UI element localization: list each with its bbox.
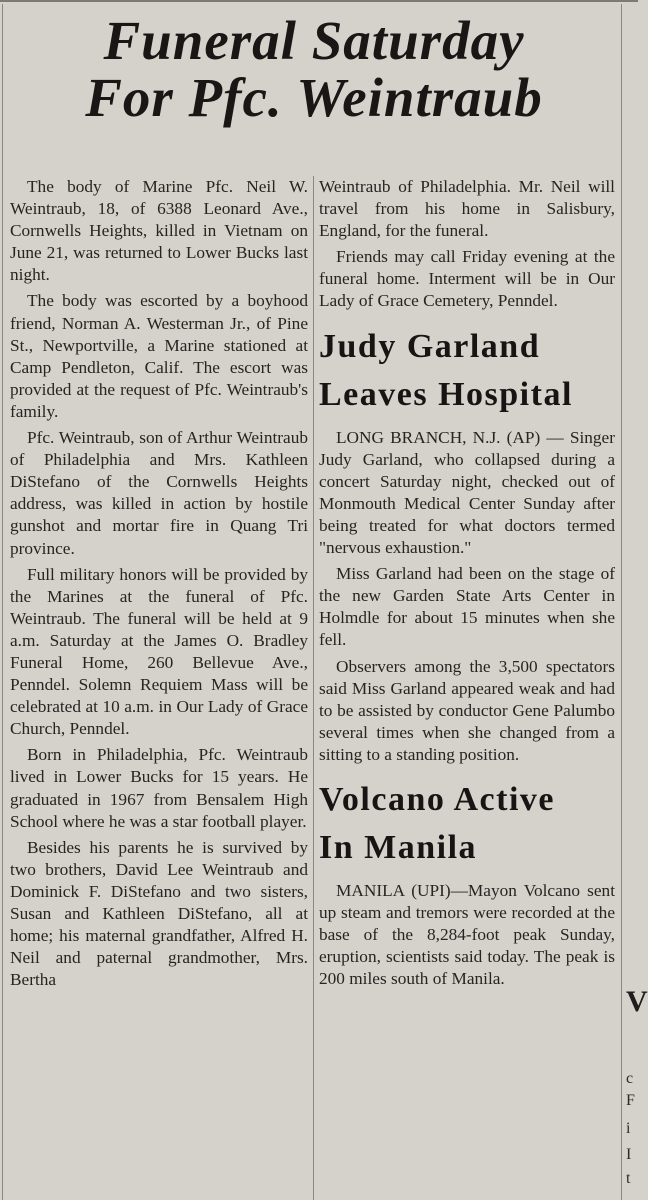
story-paragraph: Besides his parents he is survived by two brothers, David Lee Weintraub and Dominick F. DiStefano and two sisters, Susan and Kathleen DiStefano, all at home; his maternal grandfather, Alfred H. Neil and paternal grandmother, Mrs. Bertha: [10, 837, 308, 990]
story-paragraph: Pfc. Weintraub, son of Arthur Weintraub of Philadelphia and Mrs. Kathleen DiStefano of the Cornwells Heights address, was killed in action by hostile gunshot and mortar fire in Quang Tri province.: [10, 428, 308, 558]
story-paragraph: Full military honors will be provided by the Marines at the funeral of Pfc. Weintraub. The funeral will be held at 9 a.m. Saturday at the James O. Bradley Funeral Home, 260 Bellevue Ave., Penndel. Solemn Requiem Mass will be celebrated at 10 a.m. in Our Lady of Grace Church, Penndel.: [10, 564, 308, 739]
volcano-headline-line-2: In Manila: [319, 828, 478, 866]
story-paragraph: The body was escorted by a boyhood friend, Norman A. Westerman Jr., of Pine St., Newportville, a Marine stationed at Camp Pendleton, Calif. The escort was provided at the request of Pfc. Weintraub's family.: [10, 291, 308, 421]
second-column: [319, 176, 615, 994]
story-paragraph: MANILA (UPI)—Mayon Volcano sent up steam and tremors were recorded at the base of the 8,284-foot peak Sunday, eruption, scientists said today. The peak is 200 miles south of Manila.: [319, 880, 615, 989]
top-rule: [0, 0, 638, 2]
main-headline-line-2: For Pfc. Weintraub: [85, 67, 543, 128]
story-paragraph: Friends may call Friday evening at the funeral home. Interment will be in Our Lady of Grace Cemetery, Penndel.: [319, 247, 615, 311]
story-continuation-paragraph: Weintraub of Philadelphia. Mr. Neil will travel from his home in Salisbury, England, for the funeral.: [319, 177, 615, 241]
garland-headline-line-1: Judy Garland: [319, 327, 541, 365]
middle-column-rule: [313, 176, 314, 1200]
left-column-rule: [2, 4, 3, 1200]
main-headline-line-1: Funeral Saturday: [103, 10, 525, 71]
adjacent-column-letter: V: [626, 985, 648, 1018]
story-paragraph: Miss Garland had been on the stage of the new Garden State Arts Center in Holmdle for about 15 minutes when she fell.: [319, 564, 615, 650]
adjacent-column-letter: F: [626, 1092, 635, 1109]
story-paragraph: Born in Philadelphia, Pfc. Weintraub lived in Lower Bucks for 15 years. He graduated in 1967 from Bensalem High School where he was a star football player.: [10, 745, 308, 831]
weintraub-story-column: [10, 176, 308, 995]
adjacent-column-letter: t: [626, 1170, 631, 1187]
volcano-headline-line-1: Volcano Active: [319, 780, 556, 818]
right-column-rule: [621, 4, 622, 1200]
story-paragraph: Observers among the 3,500 spectators said Miss Garland appeared weak and had to be assisted by conductor Gene Palumbo several times when she changed from a sitting to a standing position.: [319, 656, 615, 764]
garland-headline: [319, 323, 615, 419]
main-headline: [14, 12, 614, 126]
volcano-headline: [319, 776, 615, 872]
adjacent-column-letter: I: [626, 1146, 632, 1163]
story-paragraph: LONG BRANCH, N.J. (AP) — Singer Judy Garland, who collapsed during a concert Saturday night, checked out of Monmouth Medical Center Sunday after being treated for what doctors termed "nervous exhaustion.": [319, 427, 615, 558]
adjacent-column-letter: c: [626, 1070, 634, 1087]
story-paragraph: The body of Marine Pfc. Neil W. Weintraub, 18, of 6388 Leonard Ave., Cornwells Heights, killed in Vietnam on June 21, was returned to Lower Bucks last night.: [10, 177, 308, 285]
adjacent-column-letter: i: [626, 1120, 631, 1137]
garland-headline-line-2: Leaves Hospital: [319, 375, 573, 413]
